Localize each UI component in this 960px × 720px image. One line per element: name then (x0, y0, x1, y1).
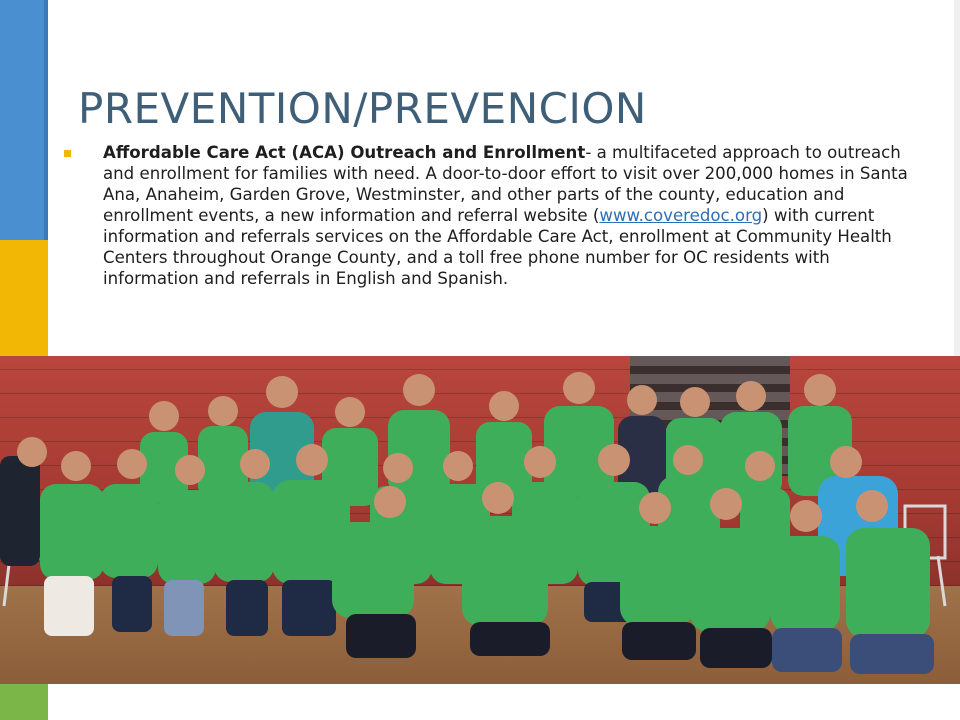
accent-bar-blue-edge (44, 0, 48, 240)
accent-bar-green (0, 684, 48, 720)
group-photo (0, 356, 960, 684)
bullet-body-start: - a multifaceted approach to outreach and enrollment for families with need. A door-to-door effort to visit over 200,000 homes in Santa Ana, Anaheim, Garden Grove, Westminster, and other parts of the county, education and enrollment events, a new information and referral website ( (103, 143, 908, 225)
coveredoc-link[interactable]: www.coveredoc.org (599, 206, 763, 225)
bullet-text (103, 142, 914, 289)
bullet-item (64, 142, 914, 289)
slide-title: PREVENTION/PREVENCION (78, 84, 647, 133)
accent-bar-blue (0, 0, 48, 240)
bullet-body-end: ) with current information and referrals services on the Affordable Care Act, enrollment at Community Health Centers throughout Orange County, and a toll free phone number for OC residents with information and referrals in English and Spanish. (103, 206, 892, 288)
square-bullet-icon (64, 150, 71, 157)
bullet-lead: Affordable Care Act (ACA) Outreach and Enrollment (103, 143, 586, 162)
right-edge-line (954, 0, 960, 356)
accent-bar-yellow (0, 240, 48, 356)
group-photo-image (0, 356, 960, 684)
